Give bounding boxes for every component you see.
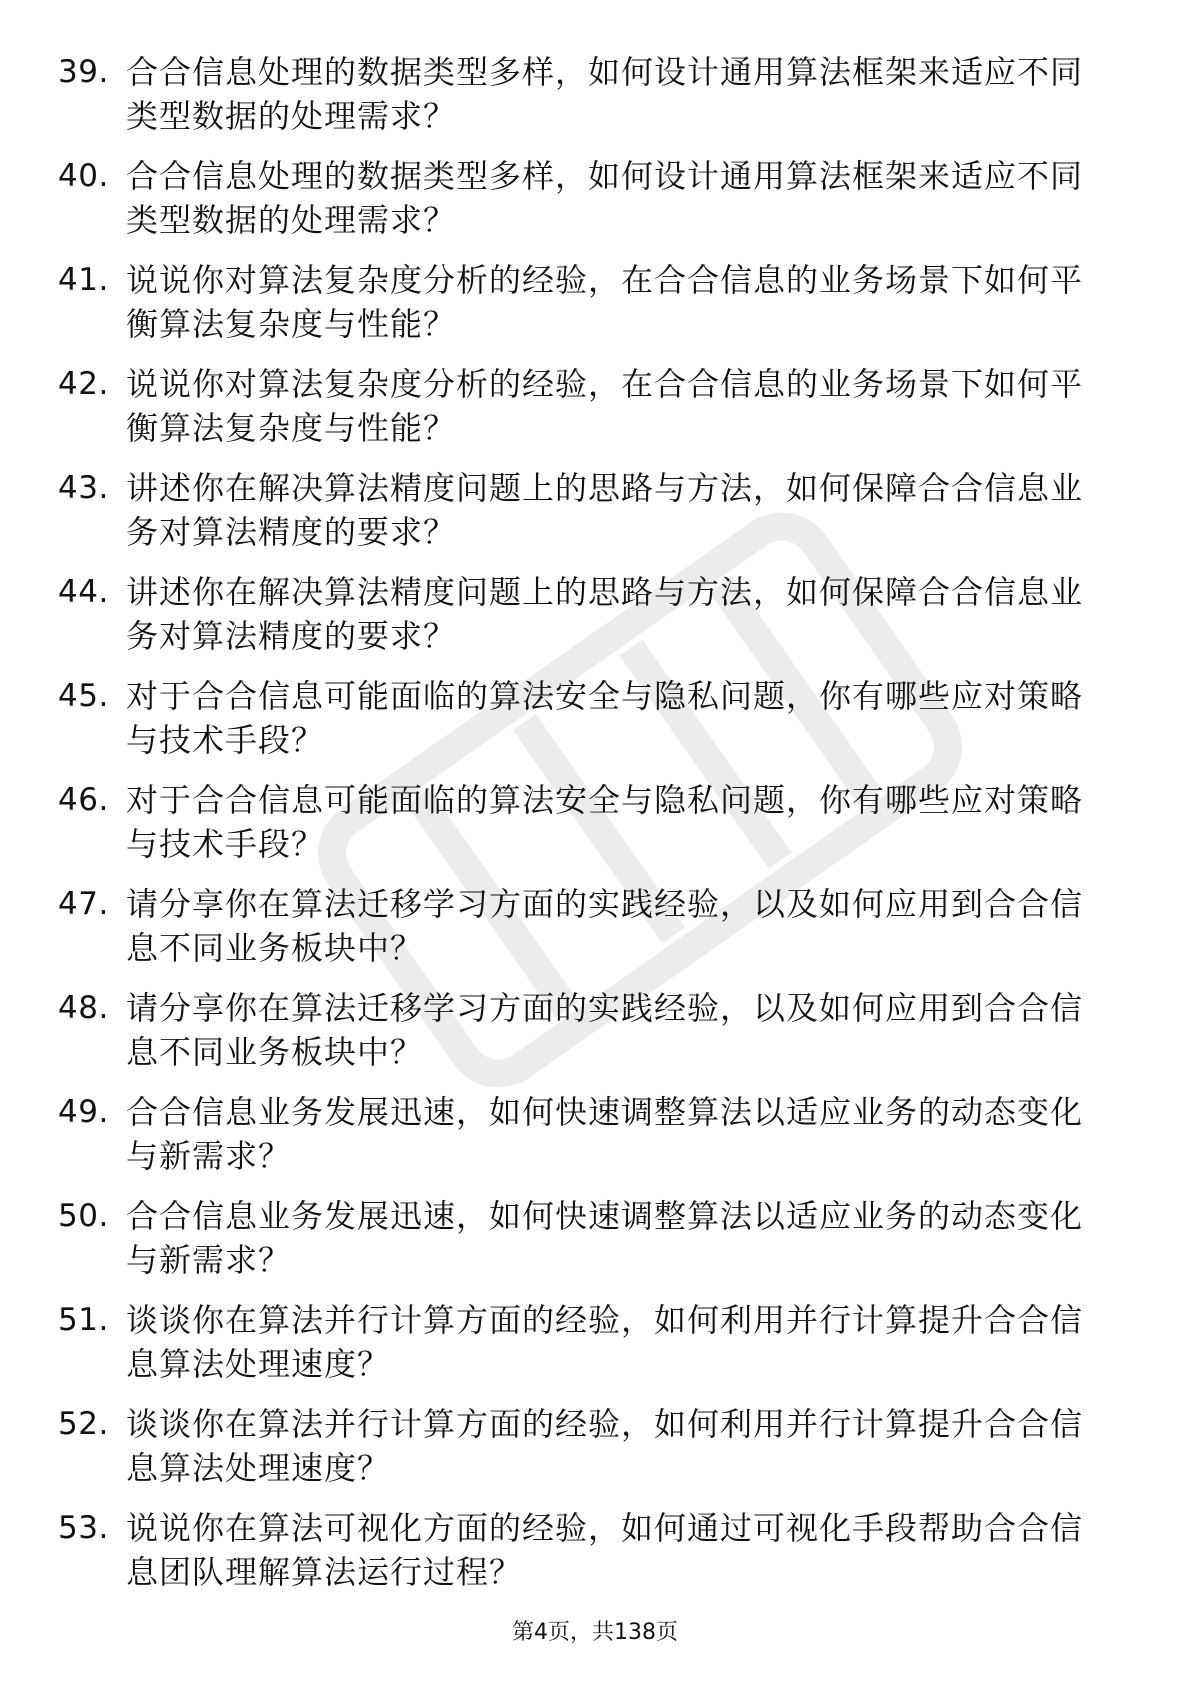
question-item xyxy=(58,1194,1108,1298)
question-text: 说说你在算法可视化方面的经验，如何通过可视化手段帮助合合信息团队理解算法运行过程？ xyxy=(126,1509,1084,1591)
question-item xyxy=(58,1506,1108,1610)
question-number: 47. xyxy=(58,886,109,922)
question-text: 谈谈你在算法并行计算方面的经验，如何利用并行计算提升合合信息算法处理速度？ xyxy=(126,1301,1084,1383)
question-number: 39. xyxy=(58,54,109,90)
question-number: 53. xyxy=(58,1510,109,1546)
question-item xyxy=(58,674,1108,778)
question-text: 合合信息处理的数据类型多样，如何设计通用算法框架来适应不同类型数据的处理需求？ xyxy=(126,157,1084,239)
question-text: 说说你对算法复杂度分析的经验，在合合信息的业务场景下如何平衡算法复杂度与性能？ xyxy=(126,365,1084,447)
question-text: 讲述你在解决算法精度问题上的思路与方法，如何保障合合信息业务对算法精度的要求？ xyxy=(126,469,1084,551)
question-text: 讲述你在解决算法精度问题上的思路与方法，如何保障合合信息业务对算法精度的要求？ xyxy=(126,573,1084,655)
question-number: 45. xyxy=(58,678,109,714)
question-number: 44. xyxy=(58,574,109,610)
page-indicator: 第4页，共138页 xyxy=(512,1620,678,1645)
question-item xyxy=(58,466,1108,570)
question-item xyxy=(58,1402,1108,1506)
question-text: 对于合合信息可能面临的算法安全与隐私问题，你有哪些应对策略与技术手段？ xyxy=(126,781,1084,863)
question-item xyxy=(58,882,1108,986)
question-number: 46. xyxy=(58,782,109,818)
question-text: 谈谈你在算法并行计算方面的经验，如何利用并行计算提升合合信息算法处理速度？ xyxy=(126,1405,1084,1487)
question-item xyxy=(58,258,1108,362)
question-number: 43. xyxy=(58,470,109,506)
question-number: 40. xyxy=(58,158,109,194)
question-item xyxy=(58,1298,1108,1402)
question-text: 请分享你在算法迁移学习方面的实践经验，以及如何应用到合合信息不同业务板块中？ xyxy=(126,989,1084,1071)
question-number: 48. xyxy=(58,990,109,1026)
question-text: 说说你对算法复杂度分析的经验，在合合信息的业务场景下如何平衡算法复杂度与性能？ xyxy=(126,261,1084,343)
question-number: 50. xyxy=(58,1198,109,1234)
question-text: 请分享你在算法迁移学习方面的实践经验，以及如何应用到合合信息不同业务板块中？ xyxy=(126,885,1084,967)
question-text: 合合信息业务发展迅速，如何快速调整算法以适应业务的动态变化与新需求？ xyxy=(126,1093,1084,1175)
question-number: 41. xyxy=(58,262,109,298)
question-item xyxy=(58,570,1108,674)
question-item xyxy=(58,778,1108,882)
question-item xyxy=(58,362,1108,466)
question-item xyxy=(58,50,1108,154)
question-number: 49. xyxy=(58,1094,109,1130)
question-number: 51. xyxy=(58,1302,109,1338)
question-number: 42. xyxy=(58,366,109,402)
question-item xyxy=(58,1090,1108,1194)
question-text: 对于合合信息可能面临的算法安全与隐私问题，你有哪些应对策略与技术手段？ xyxy=(126,677,1084,759)
question-item xyxy=(58,986,1108,1090)
question-item xyxy=(58,154,1108,258)
question-text: 合合信息业务发展迅速，如何快速调整算法以适应业务的动态变化与新需求？ xyxy=(126,1197,1084,1279)
question-text: 合合信息处理的数据类型多样，如何设计通用算法框架来适应不同类型数据的处理需求？ xyxy=(126,53,1084,135)
question-list xyxy=(58,50,1108,1610)
question-number: 52. xyxy=(58,1406,109,1442)
